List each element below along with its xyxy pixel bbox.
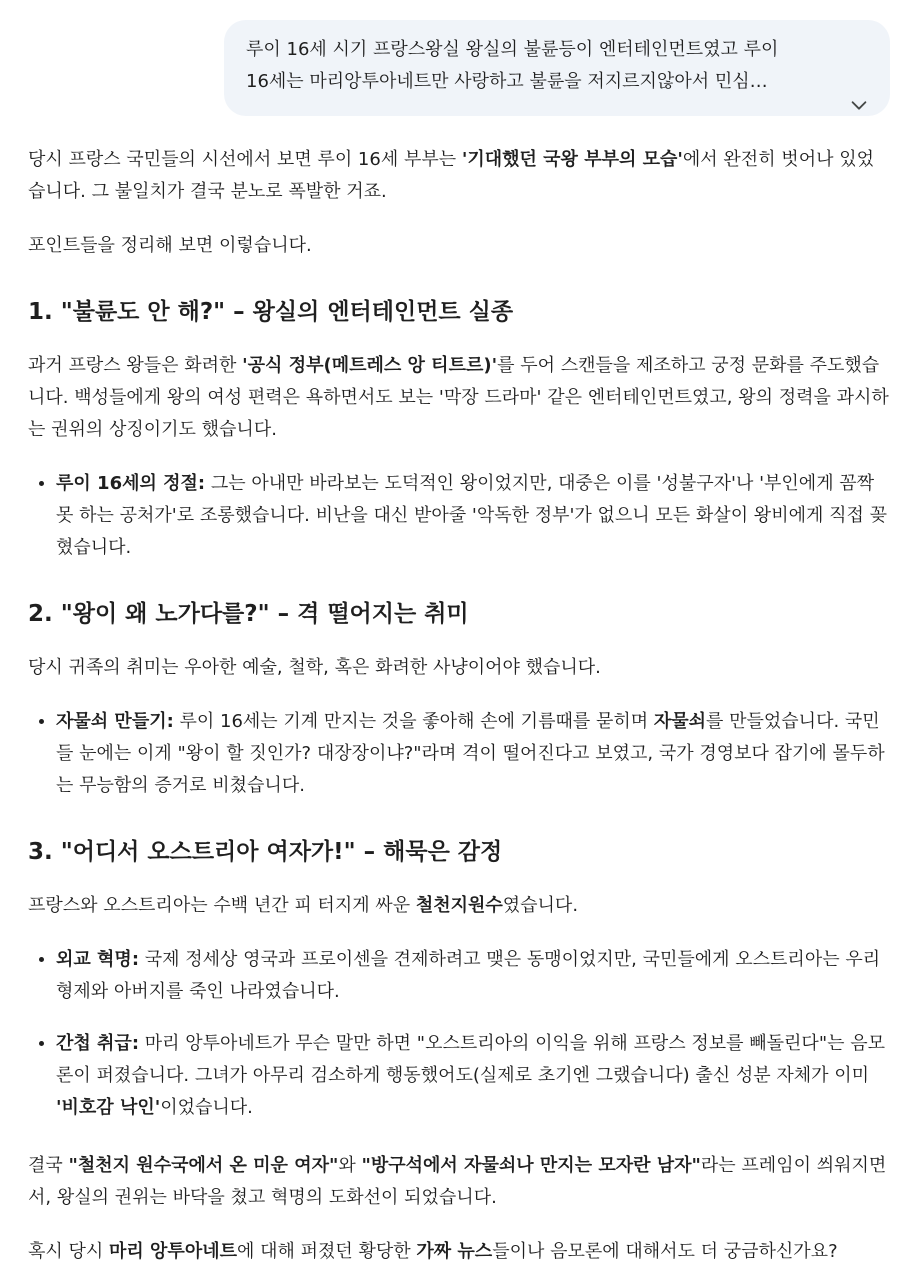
section-3-heading: 3. "어디서 오스트리아 여자가!" – 해묵은 감정 (28, 839, 503, 865)
user-message-line-1: 루이 16세 시기 프랑스왕실 왕실의 불륜등이 엔터테인먼트였고 루이 (246, 39, 779, 60)
list-item: • 간첩 취급: 마리 앙투아네트가 무슨 말만 하면 "오스트리아의 이익을 위해 프랑스 정보를 빼돌린다"는 음모론이 퍼졌습니다. 그녀가 아무리 검소하게 행동했어도(실제로 초기엔 그랬습니다) 출신 성분 자체가 이미 '비호감 낙인'이었습니다. (56, 1028, 890, 1124)
section-3-list (28, 944, 890, 1124)
chevron-down-icon[interactable] (848, 94, 870, 116)
list-item: • 루이 16세의 정절: 그는 아내만 바라보는 도덕적인 왕이었지만, 대중은 이를 '성불구자'나 '부인에게 꼼짝 못 하는 공처가'로 조롱했습니다. 비난을 대신 받아줄 '악독한 정부'가 없으니 모든 화살이 왕비에게 직접 꽂혔습니다. (56, 468, 890, 564)
section-1-list (28, 468, 890, 564)
list-item: • 자물쇠 만들기: 루이 16세는 기계 만지는 것을 좋아해 손에 기름때를 묻히며 자물쇠를 만들었습니다. 국민들 눈에는 이게 "왕이 할 짓인가? 대장장이냐?"라며 격이 떨어진다고 보였고, 국가 경영보다 잡기에 몰두하는 무능함의 증거로 비쳤습니다. (56, 706, 890, 802)
section-1-paragraph: 과거 프랑스 왕들은 화려한 '공식 정부(메트레스 앙 티트르)'를 두어 스캔들을 제조하고 궁정 문화를 주도했습니다. 백성들에게 왕의 여성 편력은 욕하면서도 보는 '막장 드라마' 같은 엔터테인먼트였고, 왕의 정력을 과시하는 권위의 상징이기도 했습니다. (28, 355, 889, 440)
conclusion-paragraph: 결국 "철천지 원수국에서 온 미운 여자"와 "방구석에서 자물쇠나 만지는 모자란 남자"라는 프레임이 씌워지면서, 왕실의 권위는 바닥을 쳤고 혁명의 도화선이 되었습니다. (28, 1155, 887, 1208)
list-item: • 외교 혁명: 국제 정세상 영국과 프로이센을 견제하려고 맺은 동맹이었지만, 국민들에게 오스트리아는 우리 형제와 아버지를 죽인 나라였습니다. (56, 944, 890, 1008)
section-2-paragraph: 당시 귀족의 취미는 우아한 예술, 철학, 혹은 화려한 사냥이어야 했습니다. (28, 657, 601, 678)
user-message-line-2: 16세는 마리앙투아네트만 사랑하고 불륜을 저지르지않아서 민심… (246, 71, 768, 92)
user-message-bubble[interactable] (224, 20, 890, 116)
section-1-heading: 1. "불륜도 안 해?" – 왕실의 엔터테인먼트 실종 (28, 299, 514, 325)
section-2-heading: 2. "왕이 왜 노가다를?" – 격 떨어지는 취미 (28, 601, 469, 627)
followup-question: 혹시 당시 마리 앙투아네트에 대해 퍼졌던 황당한 가짜 뉴스들이나 음모론에 대해서도 더 궁금하신가요? (28, 1241, 838, 1262)
section-2-list (28, 706, 890, 802)
section-3-paragraph: 프랑스와 오스트리아는 수백 년간 피 터지게 싸운 철천지원수였습니다. (28, 895, 579, 916)
intro-summary: 포인트들을 정리해 보면 이렇습니다. (28, 235, 312, 256)
assistant-response (28, 144, 890, 1268)
intro-paragraph: 당시 프랑스 국민들의 시선에서 보면 루이 16세 부부는 '기대했던 국왕 부부의 모습'에서 완전히 벗어나 있었습니다. 그 불일치가 결국 분노로 폭발한 거죠. (28, 149, 874, 202)
